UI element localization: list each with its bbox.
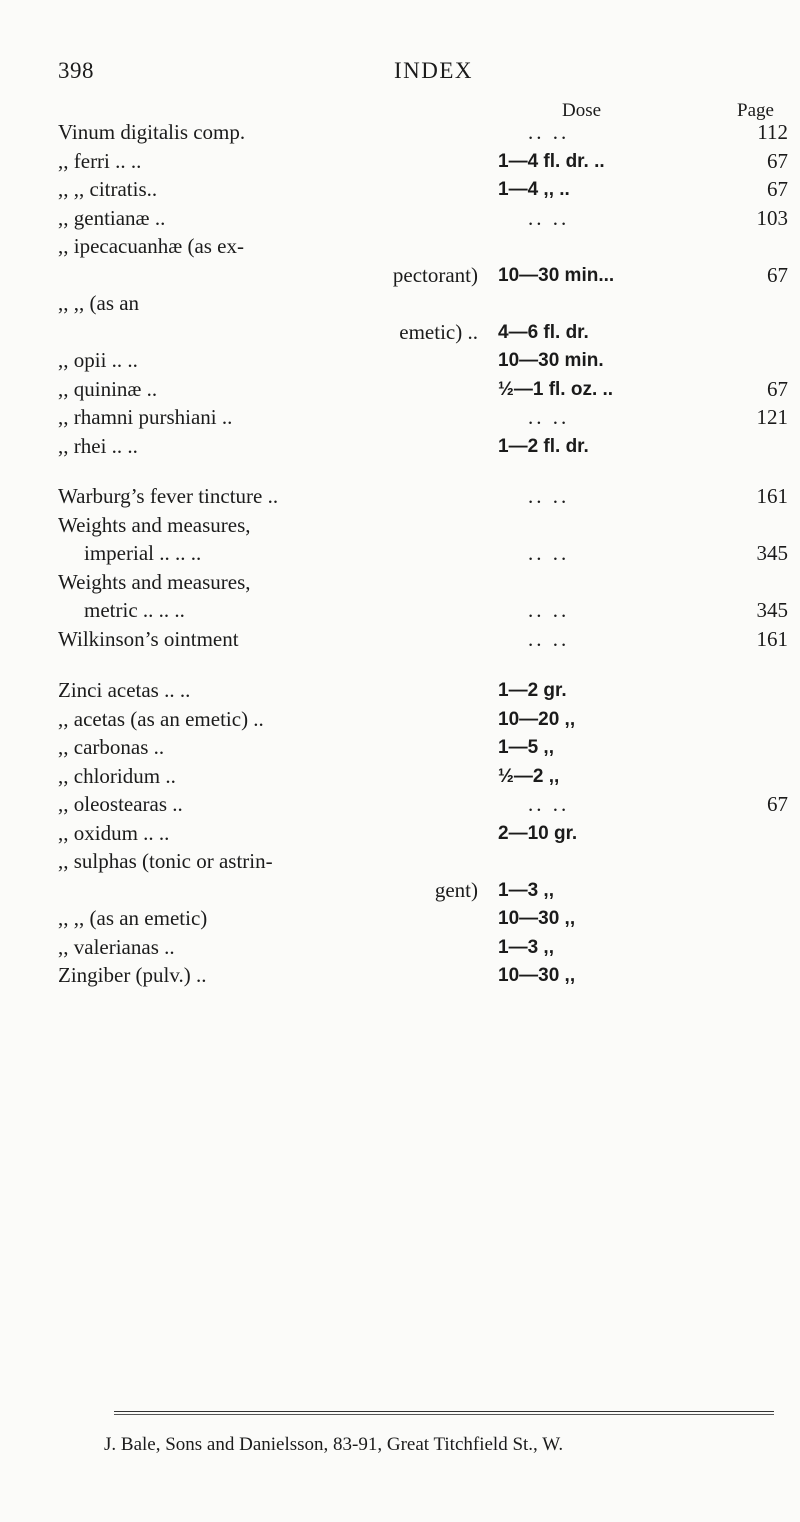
entry-name: ,, acetas (as an emetic) .. [58,706,264,731]
entry-name: ,, ,, citratis.. [58,177,158,201]
entry-name: Zingiber (pulv.) .. [58,963,207,987]
index-entry [58,539,788,568]
entry-leader: .. .. [528,792,570,816]
index-entry [58,961,788,990]
entry-dose: 1—3 ,, [498,936,554,958]
entry-name: Weights and measures, [58,512,251,537]
index-entry [58,596,788,625]
index-entry [58,933,788,962]
entry-dose: 1—2 gr. [498,680,567,701]
entry-dose: 1—2 fl. dr. [498,435,589,457]
entry-name: pectorant) [392,262,478,287]
entry-name: ,, sulphas (tonic or astrin- [58,849,273,873]
entry-page: 67 [767,376,788,401]
section-title: INDEX [394,58,474,83]
entry-page: 161 [756,484,788,508]
printer-imprint: J. Bale, Sons and Danielsson, 83-91, Great Titchfield St., W. [104,1434,564,1455]
index-entry [58,375,788,404]
index-entry [58,482,788,511]
index-entry [58,676,788,705]
index-entry [58,118,788,147]
entry-page: 345 [756,541,788,565]
entry-name: ,, oleostearas .. [58,792,183,816]
index-entry [58,261,788,290]
entry-dose: 10—30 min... [498,264,615,286]
entry-name: Warburg’s fever tincture .. [58,484,279,508]
index-block-w [58,482,788,653]
index-block-vinum [58,118,788,460]
entry-name: ,, carbonas .. [58,735,165,759]
index-entry [58,346,788,375]
index-entry [58,762,788,791]
entry-name: ,, ,, (as an [58,291,140,315]
entry-leader: .. .. [528,405,570,429]
entry-dose: 10—30 ,, [498,965,576,986]
index-entry [58,705,788,734]
entry-dose: ½—1 fl. oz. .. [498,378,614,400]
entry-name: Weights and measures, [58,569,251,594]
entry-page: 161 [756,626,788,651]
index-entry [58,318,788,347]
entry-name: ,, quininæ .. [58,376,158,401]
entry-name: ,, valerianas .. [58,934,175,959]
index-block-z [58,676,788,990]
entry-dose: 1—3 ,, [498,879,554,901]
index-entry [58,289,788,318]
index-entry [58,232,788,261]
entry-page: 67 [767,148,788,173]
entry-name: ,, opii .. .. [58,348,138,372]
page-number: 398 [58,58,94,83]
entry-leader: .. .. [528,484,570,508]
index-entry [58,733,788,762]
entry-page: 112 [757,120,788,144]
entry-name: gent) [434,877,478,902]
entry-leader: .. .. [528,120,570,144]
entry-dose: 10—30 ,, [498,908,576,929]
entry-leader: .. .. [528,541,570,565]
entry-name: metric .. .. .. [84,598,185,622]
entry-name: Zinci acetas .. .. [58,678,191,702]
entry-page: 67 [767,262,788,287]
entry-name: ,, oxidum .. .. [58,820,170,845]
footer-rule [114,1411,774,1412]
index-entry [58,147,788,176]
index-entry [58,904,788,933]
entry-dose: 2—10 gr. [498,822,578,844]
entry-name: ,, rhei .. .. [58,433,138,458]
entry-dose: 1—4 fl. dr. .. [498,150,605,172]
entry-dose: 10—30 min. [498,350,604,371]
entry-page: 67 [767,792,788,816]
index-entry [58,790,788,819]
index-entry [58,625,788,654]
entry-name: ,, gentianæ .. [58,205,166,230]
entry-name: ,, rhamni purshiani .. [58,405,233,429]
entry-page: 103 [756,205,788,230]
entry-name: emetic) .. [399,319,478,344]
index-entry [58,204,788,233]
entry-leader: .. .. [528,626,570,651]
column-header-dose: Dose [562,100,602,121]
index-entry [58,847,788,876]
entry-page: 345 [756,598,788,622]
entry-name: Wilkinson’s ointment [58,626,239,651]
entry-dose: 1—5 ,, [498,737,554,758]
column-header-page: Page [737,100,774,121]
index-entry [58,511,788,540]
entry-name: ,, ferri .. .. [58,148,142,173]
entry-name: ,, chloridum .. [58,763,176,788]
index-entry [58,432,788,461]
entry-name: ,, ipecacuanhæ (as ex- [58,234,244,258]
footer-rule-inner [114,1414,774,1415]
entry-dose: 4—6 fl. dr. [498,321,589,343]
entry-name: Vinum digitalis comp. [58,120,246,144]
entry-page: 67 [767,177,788,201]
entry-dose: ½—2 ,, [498,765,560,787]
entry-leader: .. .. [528,205,570,230]
index-entry [58,175,788,204]
entry-dose: 10—20 ,, [498,708,576,730]
entry-dose: 1—4 ,, .. [498,179,570,200]
index-entry [58,819,788,848]
index-entry [58,568,788,597]
index-entry [58,403,788,432]
index-entry [58,876,788,905]
entry-page: 121 [756,405,788,429]
entry-name: imperial .. .. .. [84,541,202,565]
entry-name: ,, ,, (as an emetic) [58,906,208,930]
entry-leader: .. .. [528,598,570,622]
